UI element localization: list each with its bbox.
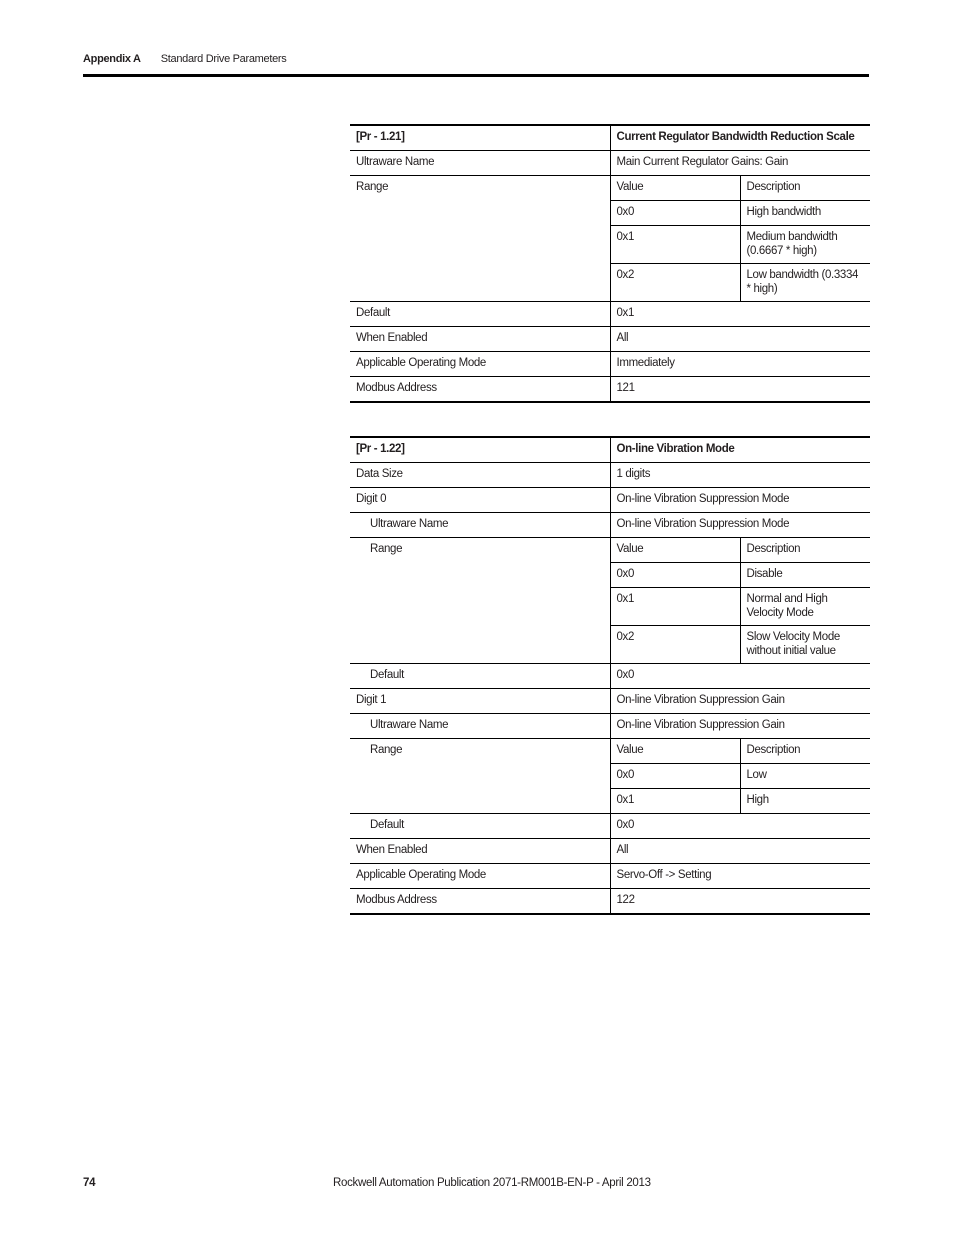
row-label: Digit 1 (350, 689, 610, 714)
table-row (350, 302, 870, 327)
table-row (350, 463, 870, 488)
row-label: Modbus Address (350, 377, 610, 403)
parameter-name: On-line Vibration Mode (610, 437, 870, 463)
range-header-row (350, 538, 870, 563)
publication-footer: Rockwell Automation Publication 2071-RM001B-EN-P - April 2013 (333, 1177, 651, 1189)
option-description: Slow Velocity Mode without initial value (740, 626, 870, 664)
parameter-id: [Pr - 1.21] (350, 125, 610, 151)
row-value: Servo-Off -> Setting (610, 864, 870, 889)
table-row (350, 327, 870, 352)
row-label: Default (350, 302, 610, 327)
row-label: Default (350, 664, 610, 689)
row-label: When Enabled (350, 327, 610, 352)
table-row (350, 377, 870, 403)
row-label: Digit 0 (350, 488, 610, 513)
row-label: Ultraware Name (350, 714, 610, 739)
row-label: Applicable Operating Mode (350, 352, 610, 377)
parameter-table-1-21 (350, 124, 870, 403)
row-value: On-line Vibration Suppression Gain (610, 714, 870, 739)
row-value: All (610, 839, 870, 864)
option-value: 0x1 (610, 588, 740, 626)
row-value: On-line Vibration Suppression Mode (610, 488, 870, 513)
section-title: Standard Drive Parameters (160, 53, 287, 65)
table-row (350, 488, 870, 513)
option-value: 0x0 (610, 563, 740, 588)
row-label: Ultraware Name (350, 513, 610, 538)
table-row (350, 889, 870, 915)
row-value: 121 (610, 377, 870, 403)
option-value: 0x1 (610, 226, 740, 264)
option-description: Disable (740, 563, 870, 588)
running-header (83, 53, 287, 65)
row-label: When Enabled (350, 839, 610, 864)
table-row (350, 513, 870, 538)
table-row (350, 864, 870, 889)
table-row (350, 352, 870, 377)
table-row (350, 664, 870, 689)
parameter-table-1-22 (350, 436, 870, 915)
description-header: Description (740, 538, 870, 563)
range-header-row (350, 739, 870, 764)
row-value: All (610, 327, 870, 352)
row-value: On-line Vibration Suppression Gain (610, 689, 870, 714)
row-value: 0x0 (610, 664, 870, 689)
page-number: 74 (83, 1177, 96, 1189)
row-label: Applicable Operating Mode (350, 864, 610, 889)
row-value: 0x0 (610, 814, 870, 839)
parameter-id: [Pr - 1.22] (350, 437, 610, 463)
option-value: 0x1 (610, 789, 740, 814)
row-value: 122 (610, 889, 870, 915)
row-label: Range (350, 538, 610, 664)
row-value: 0x1 (610, 302, 870, 327)
option-description: Low (740, 764, 870, 789)
option-description: Normal and High Velocity Mode (740, 588, 870, 626)
range-header-row (350, 176, 870, 201)
option-description: High (740, 789, 870, 814)
description-header: Description (740, 739, 870, 764)
row-label: Modbus Address (350, 889, 610, 915)
option-description: Medium bandwidth (0.6667 * high) (740, 226, 870, 264)
row-value: 1 digits (610, 463, 870, 488)
option-value: 0x0 (610, 201, 740, 226)
description-header: Description (740, 176, 870, 201)
table-header-row (350, 437, 870, 463)
row-label: Default (350, 814, 610, 839)
option-value: 0x2 (610, 626, 740, 664)
value-header: Value (610, 176, 740, 201)
row-label: Range (350, 739, 610, 814)
table-row (350, 151, 870, 176)
option-value: 0x0 (610, 764, 740, 789)
row-value: Main Current Regulator Gains: Gain (610, 151, 870, 176)
table-row (350, 714, 870, 739)
row-value: Immediately (610, 352, 870, 377)
row-label: Range (350, 176, 610, 302)
row-label: Data Size (350, 463, 610, 488)
option-description: High bandwidth (740, 201, 870, 226)
section-label: Appendix A (83, 53, 141, 65)
parameter-name: Current Regulator Bandwidth Reduction Scale (610, 125, 870, 151)
value-header: Value (610, 739, 740, 764)
table-row (350, 689, 870, 714)
row-value: On-line Vibration Suppression Mode (610, 513, 870, 538)
option-value: 0x2 (610, 264, 740, 302)
value-header: Value (610, 538, 740, 563)
table-row (350, 839, 870, 864)
option-description: Low bandwidth (0.3334 * high) (740, 264, 870, 302)
table-row (350, 814, 870, 839)
header-rule (83, 74, 869, 77)
table-header-row (350, 125, 870, 151)
row-label: Ultraware Name (350, 151, 610, 176)
